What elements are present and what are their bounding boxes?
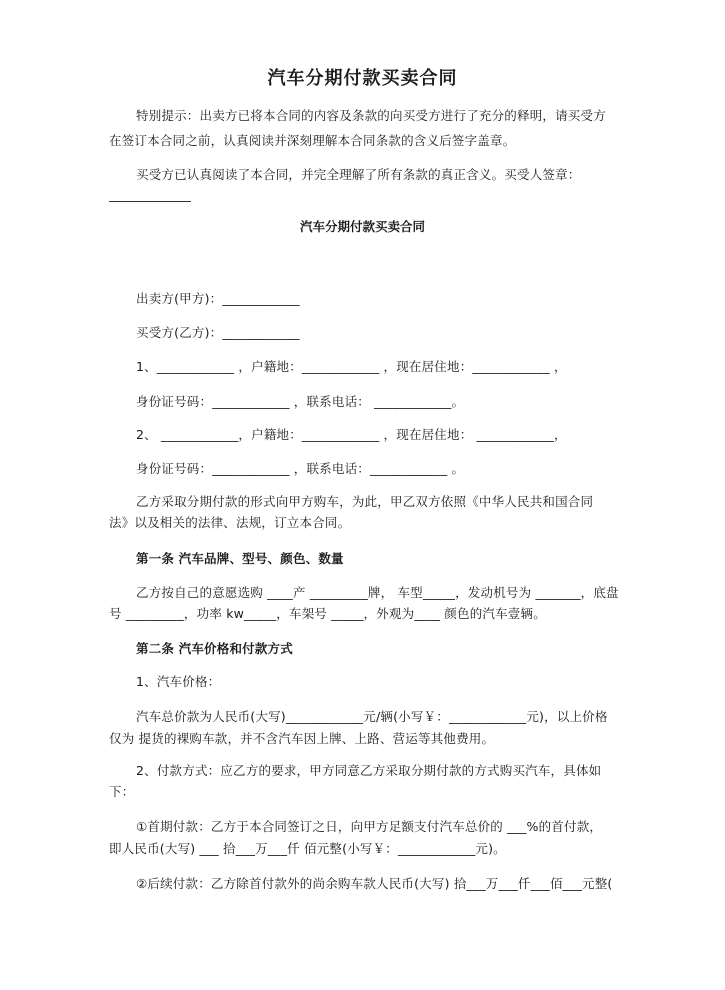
document-title: 汽车分期付款买卖合同 — [267, 68, 458, 89]
acknowledgement-line: 买受方已认真阅读了本合同，并完全理解了所有条款的真正含义。买受人签章： — [136, 167, 581, 182]
article-2-heading: 第二条 汽车价格和付款方式 — [136, 641, 293, 656]
party-2-address-line: 2、 ____________，户籍地：____________ ，现在居住地： ____________， — [136, 427, 567, 442]
payment-method-line-1: 2、付款方式：应乙方的要求，甲方同意乙方采取分期付款的方式购买汽车，具体如 — [136, 763, 602, 778]
party-1-id-line: 身份证号码：____________ ，联系电话： ____________。 — [136, 394, 465, 409]
document-subtitle: 汽车分期付款买卖合同 — [299, 219, 425, 234]
intro-paragraph-line-1: 乙方采取分期付款的形式向甲方购车，为此，甲乙双方依照《中华人民共和国合同 — [136, 494, 594, 509]
later-payment-line-1: ②后续付款：乙方除首付款外的尚余购车款人民币(大写) 拾___万___仟___佰___元整( — [136, 876, 613, 891]
payment-method-line-2: 下： — [109, 784, 135, 799]
seller-party-line: 出卖方(甲方)：____________ — [136, 291, 300, 306]
notice-paragraph-line-2: 在签订本合同之前，认真阅读并深刻理解本合同条款的含义后签字盖章。 — [109, 133, 516, 148]
first-payment-line-2: 即人民币(大写) ___ 拾___万___仟 佰元整(小写￥：____________元)。 — [109, 841, 506, 856]
signature-line — [109, 201, 191, 202]
article-1-line-1: 乙方按自己的意愿选购 ____产 _________牌， 车型_____，发动机号为 _______，底盘 — [136, 585, 619, 600]
first-payment-line-1: ①首期付款：乙方于本合同签订之日，向甲方足额支付汽车总价的 ___%的首付款， — [136, 819, 603, 834]
article-1-line-2: 号 _________，功率 kw_____，车架号 _____，外观为____ 颜色的汽车壹辆。 — [109, 606, 546, 621]
notice-paragraph-line-1: 特别提示：出卖方已将本合同的内容及条款的向买受方进行了充分的释明，请买受方 — [136, 108, 606, 123]
party-2-id-line: 身份证号码：____________ ，联系电话：____________ 。 — [136, 461, 465, 476]
intro-paragraph-line-2: 法》以及相关的法律、法规，订立本合同。 — [109, 515, 351, 530]
price-subheading: 1、汽车价格： — [136, 674, 221, 689]
price-paragraph-line-2: 仅为 提货的裸购车款，并不含汽车因上牌、上路、营运等其他费用。 — [109, 731, 495, 746]
party-1-address-line: 1、____________ ，户籍地：____________ ，现在居住地：____________ ， — [136, 359, 567, 374]
article-1-heading: 第一条 汽车品牌、型号、颜色、数量 — [136, 551, 344, 566]
buyer-party-line: 买受方(乙方)：____________ — [136, 325, 300, 340]
price-paragraph-line-1: 汽车总价款为人民币(大写)____________元/辆(小写￥：____________元)，以上价格 — [136, 709, 608, 724]
